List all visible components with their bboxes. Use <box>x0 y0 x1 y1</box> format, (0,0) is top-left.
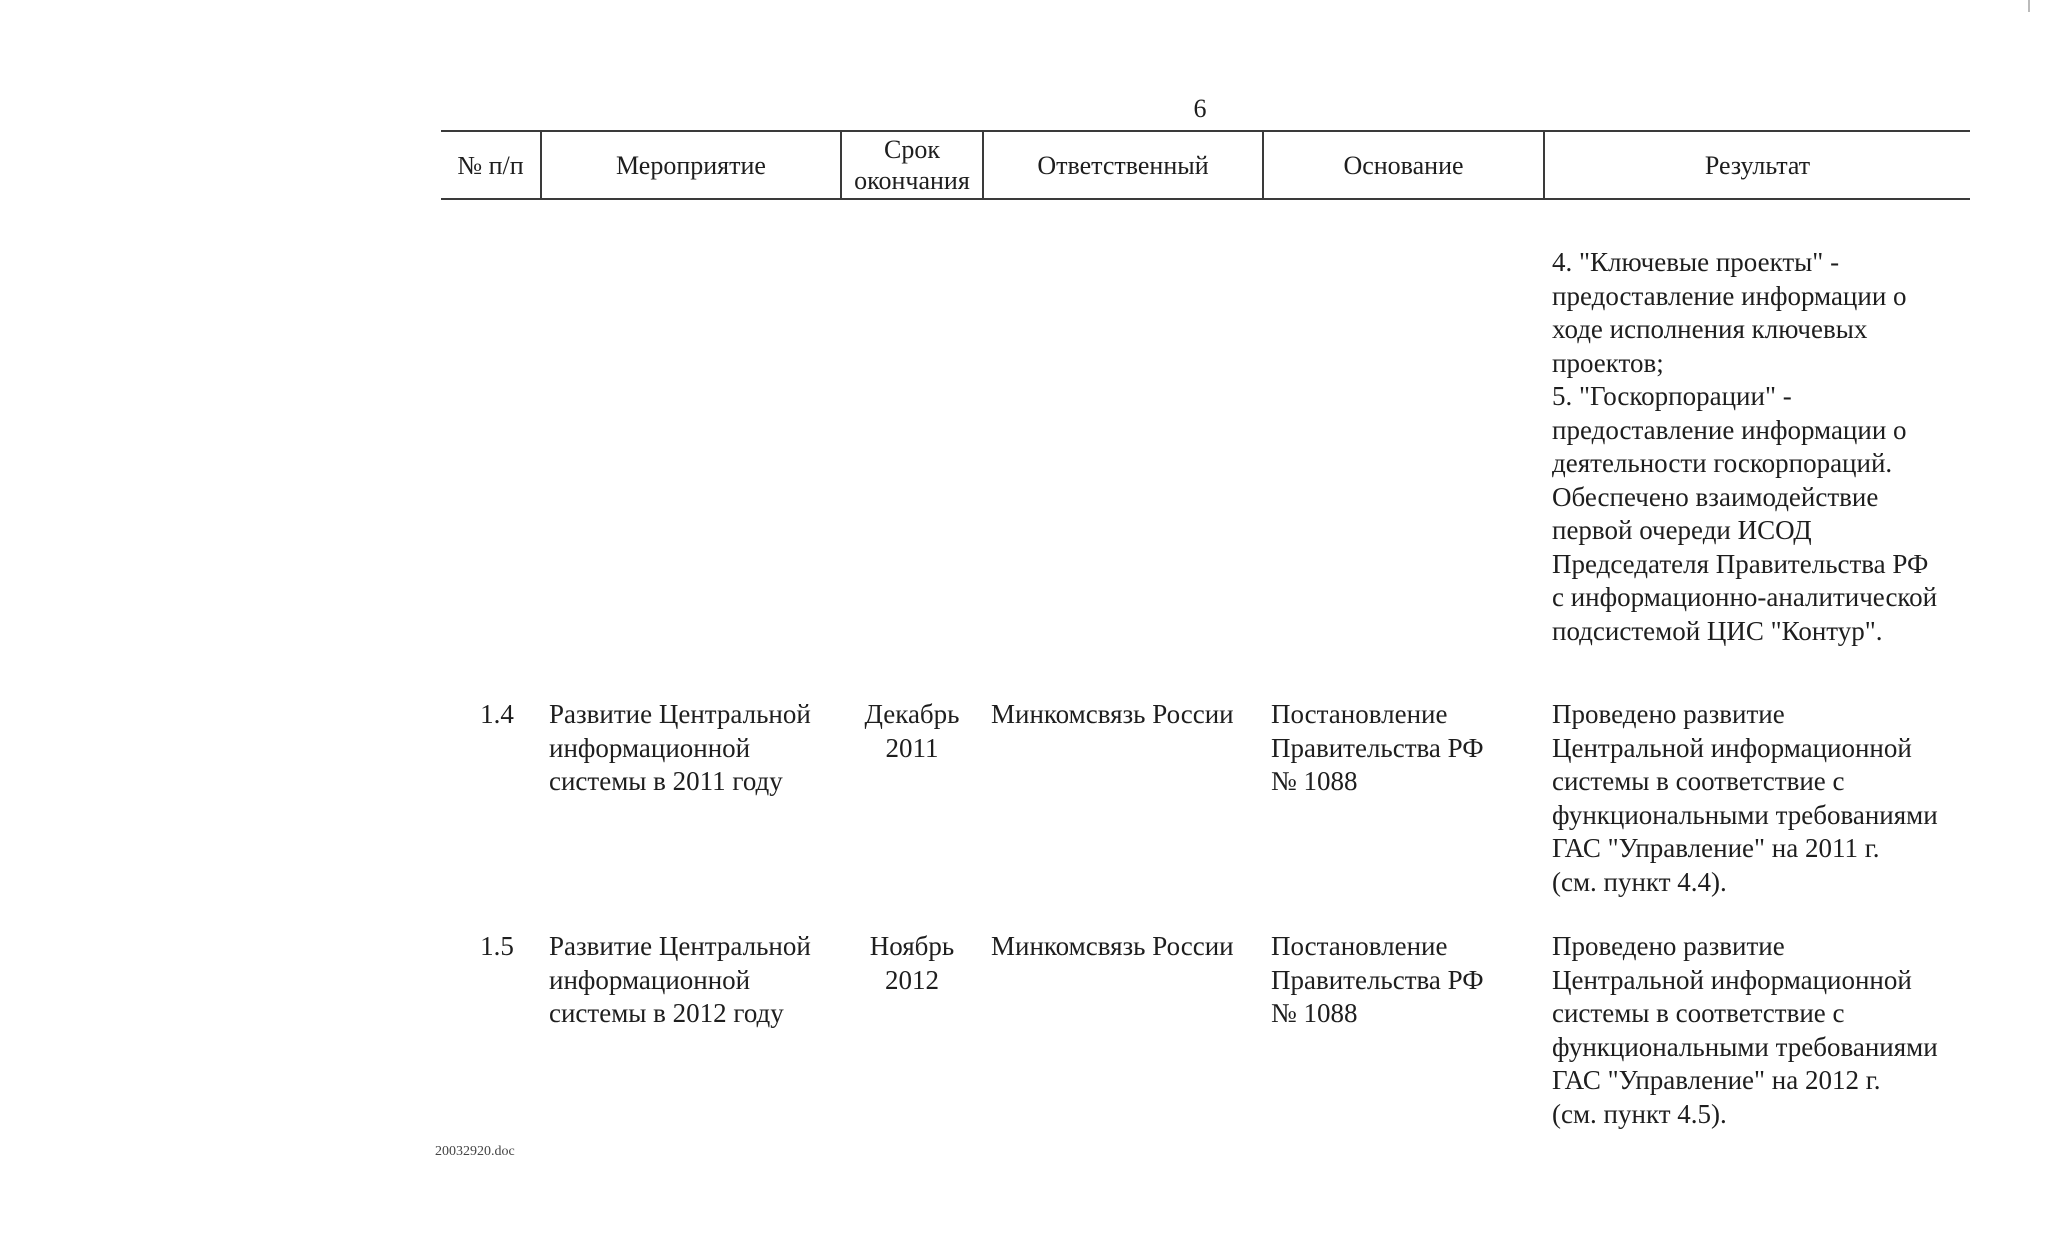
result-line: Проведено развитие <box>1552 699 1785 729</box>
result-line: ГАС "Управление" на 2012 г. <box>1552 1065 1881 1095</box>
result-line: 4. "Ключевые проекты" - <box>1552 247 1840 277</box>
page-number: 6 <box>1193 94 1207 123</box>
cell-num: 1.4 <box>480 699 514 729</box>
result-line: проектов; <box>1552 347 1664 378</box>
result-line: Центральной информационной <box>1552 732 1912 763</box>
result-line: Проведено развитие <box>1552 931 1785 961</box>
cell-num: 1.5 <box>480 931 514 961</box>
basis-line: Правительства РФ <box>1271 732 1484 763</box>
cell-activity <box>541 930 841 1131</box>
cell-responsible <box>983 698 1263 930</box>
deadline-line: 2012 <box>885 964 939 995</box>
result-line: 5. "Госкорпорации" - <box>1552 381 1792 411</box>
table-row-continuation <box>441 199 1970 698</box>
activity-line: системы в 2011 году <box>549 766 783 796</box>
result-line: предоставление информации о <box>1552 414 1907 445</box>
cell-num <box>441 199 541 698</box>
cell-result <box>1544 199 1970 698</box>
cell-activity <box>541 698 841 930</box>
deadline-line: Ноябрь <box>869 931 955 961</box>
cell-activity <box>541 199 841 698</box>
header-deadline: Срок окончания <box>841 131 983 199</box>
cell-responsible <box>983 930 1263 1131</box>
result-line: ГАС "Управление" на 2011 г. <box>1552 833 1880 863</box>
table-row-1-5 <box>441 930 1970 1131</box>
cell-basis <box>1263 930 1544 1131</box>
result-line: Обеспечено взаимодействие <box>1552 481 1879 512</box>
result-line: подсистемой ЦИС "Контур". <box>1552 615 1883 646</box>
header-num: № п/п <box>441 131 541 199</box>
result-line: Центральной информационной <box>1552 964 1912 995</box>
result-line: системы в соответствие с <box>1552 998 1845 1028</box>
cell-deadline <box>841 199 983 698</box>
result-line: деятельности госкорпораций. <box>1552 448 1893 478</box>
deadline-line: 2011 <box>885 732 939 763</box>
basis-line: Правительства РФ <box>1271 964 1484 995</box>
basis-line: № 1088 <box>1271 998 1358 1028</box>
header-responsible: Ответственный <box>983 131 1263 199</box>
result-line: (см. пункт 4.5). <box>1552 1098 1727 1129</box>
cell-basis <box>1263 698 1544 930</box>
responsible-text: Минкомсвязь России <box>991 699 1234 729</box>
cell-responsible <box>983 199 1263 698</box>
basis-line: Постановление <box>1271 931 1448 961</box>
table-row-1-4 <box>441 698 1970 930</box>
cell-basis <box>1263 199 1544 698</box>
cell-result <box>1544 930 1970 1131</box>
result-line: системы в соответствие с <box>1552 766 1845 796</box>
activity-line: информационной <box>549 964 751 995</box>
result-line: первой очереди ИСОД <box>1552 515 1812 545</box>
cell-deadline <box>841 698 983 930</box>
cell-deadline <box>841 930 983 1131</box>
basis-line: № 1088 <box>1271 766 1358 796</box>
basis-line: Постановление <box>1271 699 1448 729</box>
result-line: функциональными требованиями <box>1552 1031 1938 1062</box>
file-name-footer: 20032920.doc <box>435 1144 515 1159</box>
responsible-text: Минкомсвязь России <box>991 931 1234 961</box>
result-line: ходе исполнения ключевых <box>1552 314 1868 344</box>
activity-line: Развитие Центральной <box>549 699 811 729</box>
activity-line: системы в 2012 году <box>549 998 784 1028</box>
activity-line: Развитие Центральной <box>549 931 811 961</box>
activities-table <box>441 130 1970 1131</box>
cell-result <box>1544 698 1970 930</box>
table-header <box>441 131 1970 199</box>
result-line: (см. пункт 4.4). <box>1552 866 1727 897</box>
result-line: предоставление информации о <box>1552 280 1907 311</box>
result-line: функциональными требованиями <box>1552 799 1938 830</box>
result-line: с информационно-аналитической <box>1552 582 1938 612</box>
header-basis: Основание <box>1263 131 1544 199</box>
deadline-line: Декабрь <box>864 699 960 729</box>
header-result: Результат <box>1544 131 1970 199</box>
result-line: Председателя Правительства РФ <box>1552 548 1929 579</box>
header-activity: Мероприятие <box>541 131 841 199</box>
activity-line: информационной <box>549 732 751 763</box>
margin-mark <box>2028 0 2030 12</box>
